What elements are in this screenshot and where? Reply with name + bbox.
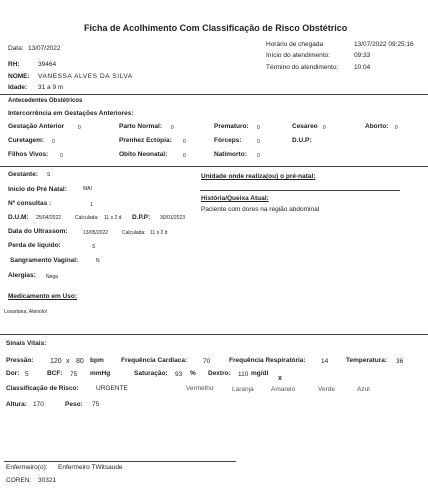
peso-label: Peso: (65, 401, 83, 408)
aborto-value: 0 (395, 125, 398, 131)
antecedentes-subtitle: Intercorrência em Gestações Anteriores: (8, 110, 134, 117)
obito-label: Obito Neonatal: (119, 151, 168, 158)
pressao-label: Pressão: (6, 357, 34, 364)
unidade-label: Unidade onde realiza(ou) o pré-natal: (201, 173, 316, 180)
consultas-label: Nº consultas : (8, 200, 52, 207)
dor-label: Dor: (6, 370, 20, 377)
age-label: Idade: (8, 84, 28, 91)
bcf-label: BCF: (47, 370, 63, 377)
risk-mark-icon: x (278, 375, 282, 382)
coren-label: COREN: (6, 477, 32, 484)
antecedentes-title: Antecedentes Obstétricos (8, 98, 83, 104)
risk-option-azul: Azul (357, 386, 370, 393)
risk-option-laranja: Laranja (232, 386, 254, 393)
sat-unit: % (190, 370, 196, 377)
forceps-value: 0 (257, 139, 260, 145)
risk-option-vermelho: Vermelho (186, 385, 214, 392)
dup-label: D.U.P: (292, 137, 312, 144)
arrival-label: Horário de chegada (266, 41, 324, 48)
divider (0, 334, 428, 335)
aborto-label: Aborto: (365, 123, 389, 130)
name-value: VANESSA ALVES DA SILVA (38, 73, 133, 80)
gestante-label: Gestante: (8, 171, 38, 178)
end-value: 10:04 (354, 64, 371, 71)
risk-option-verde: Verde (318, 386, 335, 393)
end-label: Término do atendimento: (266, 64, 339, 71)
coren-value: 30321 (38, 477, 57, 484)
risk-option-amarelo: Amarelo (271, 386, 296, 393)
consultas-value: 1 (90, 202, 93, 208)
fr-value: 14 (321, 358, 329, 365)
pressao-x: x (66, 358, 70, 365)
sangramento-value: N (96, 258, 100, 264)
divider (0, 166, 428, 167)
prematuro-label: Prematuro: (214, 123, 249, 130)
altura-label: Altura: (6, 401, 27, 408)
fc-label: Frequência Cardíaca: (121, 357, 188, 364)
curetagem-value: 0 (52, 139, 55, 145)
natimorto-value: 0 (257, 153, 260, 159)
altura-value: 170 (33, 401, 44, 408)
page-title: Ficha de Acolhimento Com Classificação de Risco Obstétrico (84, 23, 348, 33)
alergias-value: Nega (46, 274, 58, 280)
calculada-value: 11 s 2 d (150, 230, 168, 236)
gestacao-value: 0 (78, 125, 81, 131)
age-value: 31 a 9 m (38, 84, 64, 91)
prematuro-value: 0 (257, 125, 260, 131)
dpp-label: D.P.P: (132, 214, 151, 221)
medicamento-value: Losartana, Atenolol (4, 309, 47, 315)
start-value: 09:33 (354, 52, 371, 59)
peso-value: 75 (92, 401, 100, 408)
parto-value: 0 (171, 125, 174, 131)
inicio-prenatal-label: Inicio do Pré Natal: (8, 186, 67, 193)
parto-label: Parto Normal: (119, 123, 162, 130)
enfermeiro-label: Enfermeiro(o): (6, 464, 48, 471)
temp-value: 36 (396, 358, 404, 365)
filhos-value: 0 (60, 153, 63, 159)
rh-label: RH: (8, 61, 20, 68)
pressao-unit: bpm (90, 357, 104, 364)
pressao-sys: 120 (50, 358, 62, 365)
filhos-label: Filhos Vivos: (8, 151, 49, 158)
enfermeiro-value: Enfermeiro TWitsaude (58, 464, 123, 471)
unidade-line (200, 190, 400, 191)
historia-value: Paciente com dores na região abdominal (201, 206, 320, 213)
sat-label: Saturação: (134, 370, 168, 377)
date-value: 13/07/2022 (28, 45, 61, 52)
dum-label: D.U.M: (8, 214, 29, 221)
calculada-label: Calculada: (75, 215, 99, 221)
start-label: Início do atendimento: (266, 52, 330, 59)
dextro-unit: mg/dl (251, 370, 269, 377)
perda-value: S (92, 244, 96, 250)
prenhez-value: 0 (183, 139, 186, 145)
dum-value: 25/04/2022 (36, 215, 62, 221)
sat-value: 93 (175, 371, 183, 378)
gestante-value: S (47, 172, 51, 178)
alergias-label: Alergias: (8, 272, 36, 279)
temp-label: Temperatura: (346, 357, 388, 364)
signature-line (4, 461, 236, 462)
dor-value: 5 (25, 371, 29, 378)
inicio-prenatal-value: MAI (83, 186, 92, 192)
calculada-value: 11 s 2 d (104, 215, 122, 221)
arrival-value: 13/07/2022 09:25:16 (354, 41, 414, 48)
rh-value: 39464 (38, 61, 57, 68)
risco-label: Classificação de Risco: (6, 385, 79, 392)
bcf-unit: mmHg (90, 370, 111, 377)
forceps-label: Fórceps: (214, 137, 242, 144)
natimorto-label: Natimorto: (214, 151, 247, 158)
fr-label: Frequência Respiratória: (229, 357, 306, 364)
perda-label: Perda de liquido: (8, 242, 61, 249)
prenhez-label: Prenhez Ectópia: (119, 137, 172, 144)
dextro-value: 110 (238, 371, 249, 378)
dpp-value: 30/01/2023 (160, 215, 186, 221)
historia-label: História/Queixa Atual: (201, 195, 269, 202)
ultrassom-label: Data do Ultrassom: (8, 228, 68, 235)
curetagem-label: Curetagem: (8, 137, 45, 144)
name-label: NOME: (8, 73, 30, 80)
medicamento-label: Medicamento em Uso: (8, 293, 77, 300)
risco-value: URGENTE (96, 385, 128, 392)
bcf-value: 75 (70, 371, 78, 378)
pressao-dia: 80 (76, 358, 84, 365)
ultrassom-value: 13/05/2022 (83, 230, 109, 236)
cesareo-label: Cesáreo (292, 123, 318, 130)
gestacao-label: Gestação Anterior (8, 123, 65, 130)
calculada-label: Calculada: (122, 230, 146, 236)
cesareo-value: 0 (323, 125, 326, 131)
fc-value: 70 (203, 358, 211, 365)
obito-value: 0 (183, 153, 186, 159)
date-label: Data: (8, 45, 24, 52)
dextro-label: Dextro: (208, 370, 231, 377)
sangramento-label: Sangramento Vaginal: (10, 257, 79, 264)
divider (0, 94, 428, 95)
sinais-title: Sinais Vitais: (6, 340, 47, 347)
